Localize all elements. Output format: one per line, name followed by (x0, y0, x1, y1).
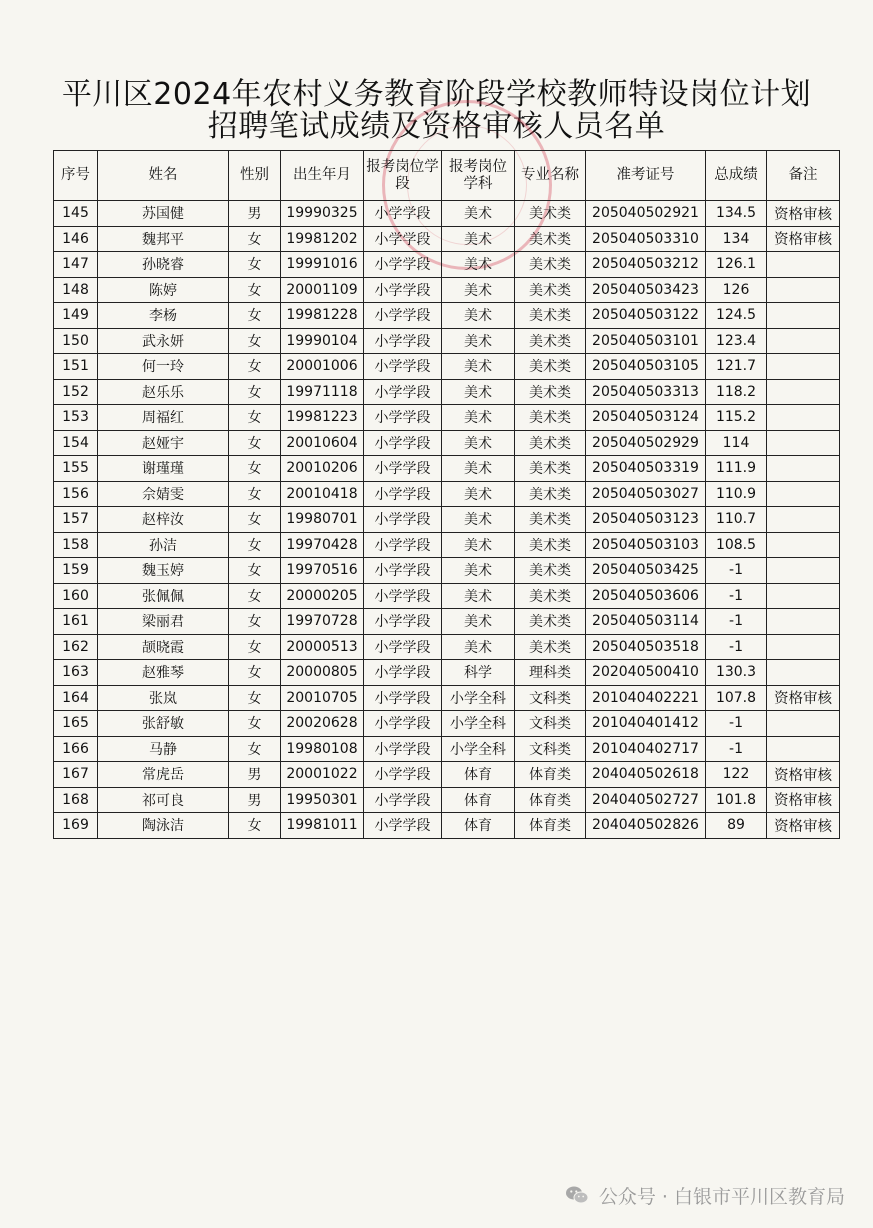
cell-gender: 女 (229, 354, 281, 380)
cell-seq: 147 (54, 252, 98, 278)
cell-major: 美术类 (515, 328, 586, 354)
cell-seq: 168 (54, 787, 98, 813)
cell-major: 美术类 (515, 609, 586, 635)
cell-exam-id: 205040503105 (586, 354, 706, 380)
watermark-text: 公众号 · 白银市平川区教育局 (598, 1185, 845, 1208)
cell-score: 124.5 (706, 303, 767, 329)
cell-birth: 19981202 (281, 226, 364, 252)
cell-subject: 体育 (442, 762, 515, 788)
header-seq: 序号 (54, 151, 98, 201)
cell-major: 理科类 (515, 660, 586, 686)
cell-gender: 男 (229, 787, 281, 813)
table-row (54, 481, 840, 507)
cell-name: 孙晓睿 (98, 252, 229, 278)
cell-birth: 19971118 (281, 379, 364, 405)
cell-seq: 167 (54, 762, 98, 788)
cell-note: 资格审核 (767, 762, 840, 788)
header-exam-id: 准考证号 (586, 151, 706, 201)
cell-stage: 小学学段 (364, 736, 442, 762)
cell-gender: 女 (229, 405, 281, 431)
cell-stage: 小学学段 (364, 813, 442, 839)
cell-exam-id: 202040500410 (586, 660, 706, 686)
cell-birth: 19980701 (281, 507, 364, 533)
cell-exam-id: 204040502618 (586, 762, 706, 788)
cell-seq: 151 (54, 354, 98, 380)
cell-seq: 146 (54, 226, 98, 252)
cell-subject: 美术 (442, 328, 515, 354)
cell-major: 美术类 (515, 430, 586, 456)
cell-subject: 美术 (442, 481, 515, 507)
table-row (54, 634, 840, 660)
cell-major: 美术类 (515, 532, 586, 558)
cell-seq: 164 (54, 685, 98, 711)
cell-gender: 女 (229, 277, 281, 303)
cell-subject: 美术 (442, 201, 515, 227)
cell-note: 资格审核 (767, 813, 840, 839)
cell-seq: 165 (54, 711, 98, 737)
table-row (54, 226, 840, 252)
table-row (54, 405, 840, 431)
cell-score: 107.8 (706, 685, 767, 711)
cell-birth: 19990104 (281, 328, 364, 354)
cell-gender: 女 (229, 252, 281, 278)
cell-major: 美术类 (515, 558, 586, 584)
cell-score: 115.2 (706, 405, 767, 431)
cell-stage: 小学学段 (364, 787, 442, 813)
cell-birth: 19990325 (281, 201, 364, 227)
cell-name: 颉晓霞 (98, 634, 229, 660)
cell-stage: 小学学段 (364, 252, 442, 278)
cell-name: 魏邦平 (98, 226, 229, 252)
cell-subject: 美术 (442, 277, 515, 303)
cell-exam-id: 205040503124 (586, 405, 706, 431)
cell-score: -1 (706, 736, 767, 762)
cell-subject: 美术 (442, 507, 515, 533)
cell-name: 苏国健 (98, 201, 229, 227)
cell-birth: 19981228 (281, 303, 364, 329)
cell-seq: 150 (54, 328, 98, 354)
cell-name: 张舒敏 (98, 711, 229, 737)
cell-seq: 148 (54, 277, 98, 303)
table-row (54, 303, 840, 329)
cell-name: 祁可良 (98, 787, 229, 813)
cell-score: 108.5 (706, 532, 767, 558)
table-row (54, 711, 840, 737)
cell-major: 体育类 (515, 787, 586, 813)
document-title-line1: 平川区2024年农村义务教育阶段学校教师特设岗位计划 (61, 77, 812, 112)
table-row (54, 762, 840, 788)
table-row (54, 609, 840, 635)
cell-score: -1 (706, 711, 767, 737)
cell-score: 118.2 (706, 379, 767, 405)
cell-gender: 女 (229, 711, 281, 737)
cell-exam-id: 201040402717 (586, 736, 706, 762)
cell-major: 体育类 (515, 813, 586, 839)
cell-gender: 男 (229, 762, 281, 788)
cell-gender: 女 (229, 813, 281, 839)
cell-seq: 162 (54, 634, 98, 660)
cell-exam-id: 205040503114 (586, 609, 706, 635)
cell-note (767, 328, 840, 354)
cell-stage: 小学学段 (364, 481, 442, 507)
table-row (54, 583, 840, 609)
cell-major: 文科类 (515, 736, 586, 762)
cell-stage: 小学学段 (364, 558, 442, 584)
cell-stage: 小学学段 (364, 405, 442, 431)
cell-exam-id: 205040503425 (586, 558, 706, 584)
cell-major: 美术类 (515, 303, 586, 329)
cell-score: 123.4 (706, 328, 767, 354)
table-body (54, 201, 840, 839)
cell-name: 周福红 (98, 405, 229, 431)
header-birth: 出生年月 (281, 151, 364, 201)
cell-subject: 体育 (442, 813, 515, 839)
cell-subject: 美术 (442, 456, 515, 482)
cell-stage: 小学学段 (364, 711, 442, 737)
cell-note: 资格审核 (767, 685, 840, 711)
cell-note (767, 583, 840, 609)
cell-name: 武永妍 (98, 328, 229, 354)
cell-note: 资格审核 (767, 226, 840, 252)
cell-score: 134 (706, 226, 767, 252)
cell-gender: 女 (229, 558, 281, 584)
cell-exam-id: 205040503423 (586, 277, 706, 303)
cell-seq: 157 (54, 507, 98, 533)
cell-major: 美术类 (515, 354, 586, 380)
cell-subject: 美术 (442, 303, 515, 329)
header-note: 备注 (767, 151, 840, 201)
cell-note: 资格审核 (767, 201, 840, 227)
cell-seq: 155 (54, 456, 98, 482)
cell-subject: 美术 (442, 354, 515, 380)
cell-birth: 20001109 (281, 277, 364, 303)
cell-seq: 163 (54, 660, 98, 686)
cell-gender: 女 (229, 430, 281, 456)
cell-note (767, 711, 840, 737)
cell-seq: 149 (54, 303, 98, 329)
cell-score: -1 (706, 558, 767, 584)
cell-birth: 19970516 (281, 558, 364, 584)
cell-name: 赵娅宇 (98, 430, 229, 456)
cell-exam-id: 205040503313 (586, 379, 706, 405)
cell-score: -1 (706, 583, 767, 609)
table-row (54, 787, 840, 813)
cell-birth: 19980108 (281, 736, 364, 762)
cell-major: 美术类 (515, 226, 586, 252)
cell-subject: 小学全科 (442, 711, 515, 737)
cell-birth: 19981011 (281, 813, 364, 839)
cell-major: 美术类 (515, 252, 586, 278)
cell-seq: 161 (54, 609, 98, 635)
header-subject: 报考岗位学科 (442, 151, 515, 201)
cell-major: 体育类 (515, 762, 586, 788)
results-table (53, 150, 840, 839)
cell-exam-id: 205040503212 (586, 252, 706, 278)
cell-stage: 小学学段 (364, 660, 442, 686)
table-row (54, 201, 840, 227)
cell-seq: 158 (54, 532, 98, 558)
cell-exam-id: 205040503310 (586, 226, 706, 252)
cell-seq: 169 (54, 813, 98, 839)
cell-stage: 小学学段 (364, 634, 442, 660)
cell-note (767, 252, 840, 278)
cell-gender: 女 (229, 507, 281, 533)
cell-note: 资格审核 (767, 787, 840, 813)
cell-subject: 美术 (442, 379, 515, 405)
cell-name: 张岚 (98, 685, 229, 711)
cell-birth: 19991016 (281, 252, 364, 278)
table-row (54, 660, 840, 686)
cell-subject: 美术 (442, 405, 515, 431)
cell-subject: 体育 (442, 787, 515, 813)
cell-name: 李杨 (98, 303, 229, 329)
cell-score: -1 (706, 609, 767, 635)
cell-seq: 159 (54, 558, 98, 584)
cell-score: 130.3 (706, 660, 767, 686)
cell-exam-id: 205040503518 (586, 634, 706, 660)
cell-subject: 美术 (442, 583, 515, 609)
cell-name: 赵雅琴 (98, 660, 229, 686)
cell-name: 魏玉婷 (98, 558, 229, 584)
cell-note (767, 456, 840, 482)
cell-major: 美术类 (515, 583, 586, 609)
cell-gender: 女 (229, 634, 281, 660)
cell-gender: 女 (229, 379, 281, 405)
cell-note (767, 634, 840, 660)
cell-seq: 166 (54, 736, 98, 762)
cell-note (767, 507, 840, 533)
header-gender: 性别 (229, 151, 281, 201)
cell-score: 110.7 (706, 507, 767, 533)
cell-major: 美术类 (515, 634, 586, 660)
cell-note (767, 277, 840, 303)
table-row (54, 813, 840, 839)
cell-note (767, 609, 840, 635)
cell-birth: 19970728 (281, 609, 364, 635)
cell-stage: 小学学段 (364, 532, 442, 558)
cell-exam-id: 205040503123 (586, 507, 706, 533)
header-stage: 报考岗位学段 (364, 151, 442, 201)
cell-birth: 20000205 (281, 583, 364, 609)
table-row (54, 252, 840, 278)
cell-note (767, 736, 840, 762)
cell-birth: 20000805 (281, 660, 364, 686)
table-row (54, 507, 840, 533)
cell-major: 文科类 (515, 711, 586, 737)
table-row (54, 558, 840, 584)
cell-score: 114 (706, 430, 767, 456)
cell-note (767, 558, 840, 584)
cell-subject: 小学全科 (442, 685, 515, 711)
cell-exam-id: 205040503122 (586, 303, 706, 329)
cell-subject: 美术 (442, 609, 515, 635)
cell-stage: 小学学段 (364, 685, 442, 711)
cell-subject: 美术 (442, 558, 515, 584)
cell-birth: 19970428 (281, 532, 364, 558)
cell-birth: 20010604 (281, 430, 364, 456)
cell-name: 张佩佩 (98, 583, 229, 609)
cell-seq: 156 (54, 481, 98, 507)
cell-stage: 小学学段 (364, 609, 442, 635)
table-row (54, 328, 840, 354)
cell-note (767, 660, 840, 686)
cell-score: 121.7 (706, 354, 767, 380)
cell-birth: 19950301 (281, 787, 364, 813)
cell-birth: 20020628 (281, 711, 364, 737)
cell-stage: 小学学段 (364, 379, 442, 405)
cell-exam-id: 205040503027 (586, 481, 706, 507)
cell-note (767, 354, 840, 380)
table-row (54, 430, 840, 456)
cell-gender: 女 (229, 736, 281, 762)
cell-major: 美术类 (515, 405, 586, 431)
cell-major: 美术类 (515, 379, 586, 405)
cell-exam-id: 204040502727 (586, 787, 706, 813)
cell-name: 马静 (98, 736, 229, 762)
cell-note (767, 405, 840, 431)
account-watermark (565, 1181, 845, 1209)
cell-score: 134.5 (706, 201, 767, 227)
cell-gender: 女 (229, 660, 281, 686)
cell-stage: 小学学段 (364, 303, 442, 329)
cell-seq: 153 (54, 405, 98, 431)
table-row (54, 379, 840, 405)
cell-name: 何一玲 (98, 354, 229, 380)
header-score: 总成绩 (706, 151, 767, 201)
cell-stage: 小学学段 (364, 430, 442, 456)
cell-name: 佘婧雯 (98, 481, 229, 507)
cell-gender: 女 (229, 226, 281, 252)
cell-score: 122 (706, 762, 767, 788)
table-row (54, 456, 840, 482)
cell-exam-id: 205040502921 (586, 201, 706, 227)
cell-note (767, 430, 840, 456)
header-major: 专业名称 (515, 151, 586, 201)
cell-score: 126.1 (706, 252, 767, 278)
cell-note (767, 379, 840, 405)
cell-name: 孙洁 (98, 532, 229, 558)
cell-gender: 女 (229, 532, 281, 558)
cell-major: 美术类 (515, 456, 586, 482)
cell-score: 101.8 (706, 787, 767, 813)
cell-major: 美术类 (515, 507, 586, 533)
cell-name: 陈婷 (98, 277, 229, 303)
cell-seq: 154 (54, 430, 98, 456)
table-row (54, 736, 840, 762)
cell-stage: 小学学段 (364, 226, 442, 252)
cell-birth: 20001006 (281, 354, 364, 380)
cell-gender: 女 (229, 685, 281, 711)
cell-seq: 160 (54, 583, 98, 609)
cell-score: 126 (706, 277, 767, 303)
cell-gender: 女 (229, 609, 281, 635)
cell-stage: 小学学段 (364, 507, 442, 533)
cell-gender: 男 (229, 201, 281, 227)
cell-stage: 小学学段 (364, 762, 442, 788)
cell-birth: 20000513 (281, 634, 364, 660)
cell-stage: 小学学段 (364, 583, 442, 609)
cell-name: 梁丽君 (98, 609, 229, 635)
cell-stage: 小学学段 (364, 456, 442, 482)
cell-major: 美术类 (515, 277, 586, 303)
cell-exam-id: 205040502929 (586, 430, 706, 456)
cell-note (767, 532, 840, 558)
table-row (54, 277, 840, 303)
cell-name: 谢瑾瑾 (98, 456, 229, 482)
cell-exam-id: 205040503101 (586, 328, 706, 354)
cell-name: 常虎岳 (98, 762, 229, 788)
cell-birth: 20001022 (281, 762, 364, 788)
cell-subject: 小学全科 (442, 736, 515, 762)
header-name: 姓名 (98, 151, 229, 201)
cell-note (767, 303, 840, 329)
cell-birth: 20010705 (281, 685, 364, 711)
table-row (54, 532, 840, 558)
cell-subject: 美术 (442, 532, 515, 558)
wechat-icon (565, 1185, 589, 1205)
cell-stage: 小学学段 (364, 354, 442, 380)
cell-stage: 小学学段 (364, 201, 442, 227)
cell-score: -1 (706, 634, 767, 660)
cell-subject: 美术 (442, 430, 515, 456)
cell-exam-id: 201040402221 (586, 685, 706, 711)
cell-score: 111.9 (706, 456, 767, 482)
cell-name: 赵梓汝 (98, 507, 229, 533)
cell-stage: 小学学段 (364, 277, 442, 303)
cell-seq: 145 (54, 201, 98, 227)
cell-major: 美术类 (515, 201, 586, 227)
cell-major: 美术类 (515, 481, 586, 507)
cell-birth: 20010418 (281, 481, 364, 507)
cell-subject: 科学 (442, 660, 515, 686)
document-title-line2: 招聘笔试成绩及资格审核人员名单 (207, 109, 666, 144)
cell-stage: 小学学段 (364, 328, 442, 354)
cell-exam-id: 201040401412 (586, 711, 706, 737)
cell-gender: 女 (229, 481, 281, 507)
table-row (54, 685, 840, 711)
cell-exam-id: 205040503103 (586, 532, 706, 558)
cell-major: 文科类 (515, 685, 586, 711)
cell-seq: 152 (54, 379, 98, 405)
cell-score: 110.9 (706, 481, 767, 507)
cell-gender: 女 (229, 303, 281, 329)
table-row (54, 354, 840, 380)
cell-gender: 女 (229, 328, 281, 354)
cell-subject: 美术 (442, 634, 515, 660)
cell-subject: 美术 (442, 252, 515, 278)
cell-name: 赵乐乐 (98, 379, 229, 405)
cell-exam-id: 204040502826 (586, 813, 706, 839)
cell-gender: 女 (229, 583, 281, 609)
cell-subject: 美术 (442, 226, 515, 252)
cell-birth: 19981223 (281, 405, 364, 431)
cell-score: 89 (706, 813, 767, 839)
table-header-row (54, 151, 840, 201)
cell-exam-id: 205040503606 (586, 583, 706, 609)
cell-birth: 20010206 (281, 456, 364, 482)
cell-exam-id: 205040503319 (586, 456, 706, 482)
cell-gender: 女 (229, 456, 281, 482)
cell-name: 陶泳洁 (98, 813, 229, 839)
cell-note (767, 481, 840, 507)
